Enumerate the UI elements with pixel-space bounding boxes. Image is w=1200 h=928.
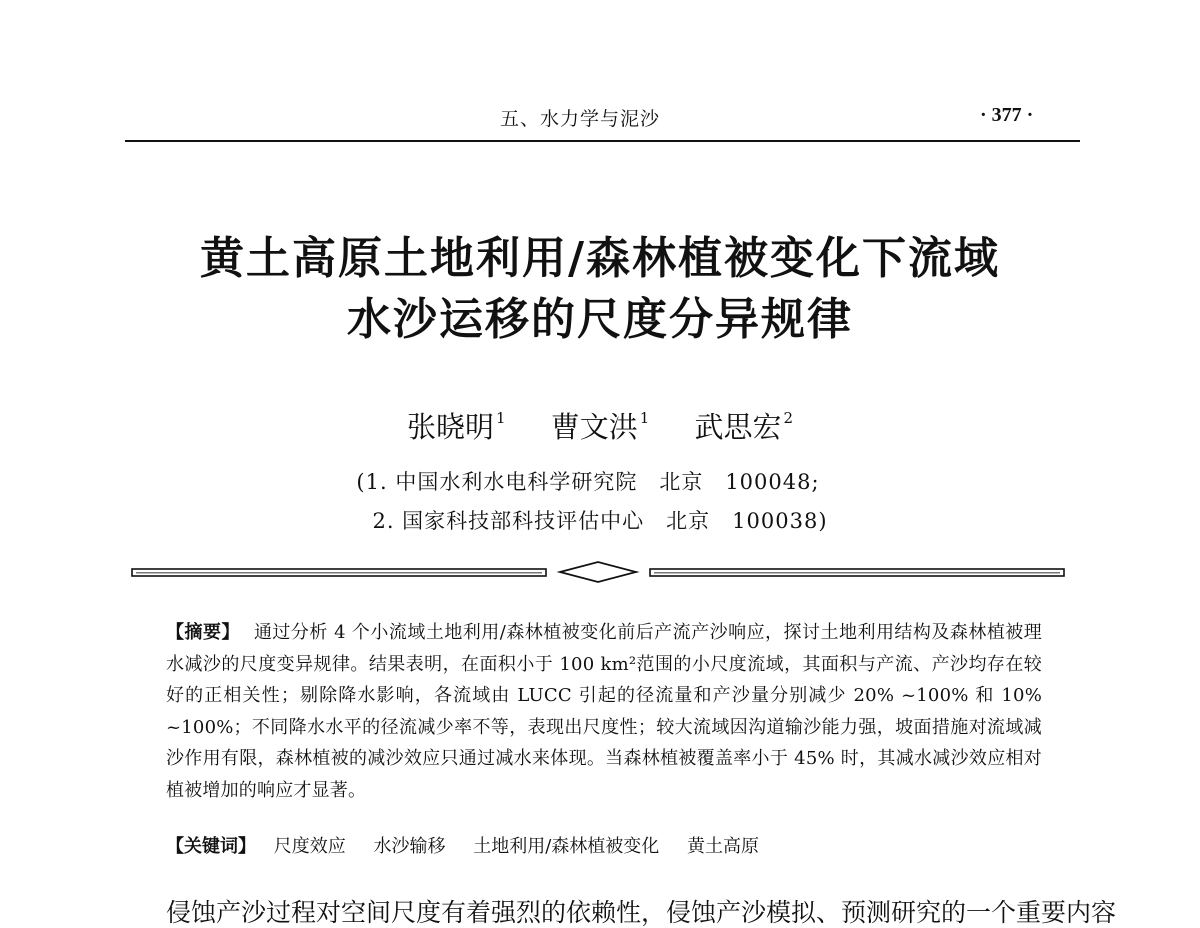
keywords (166, 832, 1066, 858)
keyword-item: 尺度效应 (273, 836, 346, 857)
abstract-label: 【摘要】 (166, 622, 240, 643)
author-list (100, 405, 1100, 446)
author-2: 曹文洪 $^1$ (550, 409, 650, 444)
keyword-item: 黄土高原 (687, 836, 760, 857)
paper-title-line-1: 黄土高原土地利用/森林植被变化下流域 (199, 233, 1001, 284)
paper-title-line-2: 水沙运移的尺度分异规律 (347, 294, 853, 345)
header-rule (125, 140, 1080, 142)
affiliation-1: (1. 中国水利水电科学研究院 北京 100048; (356, 470, 820, 494)
abstract-text: 通过分析 4 个小流域土地利用/森林植被变化前后产流产沙响应，探讨土地利用结构及森林植被理水减沙的尺度变异规律。结果表明，在面积小于 100 km²范围的小尺度流域，其面积与产流、产沙均存在较好的正相关性；剔除降水影响，各流域由 LUCC 引起的径流量和产沙量分别减少 20% ~100% 和 10% ~100%；不同降水水平的径流减少率不等，表现出尺度性；较大流域因沟道输沙能力强，坡面措施对流域减沙作用有限，森林植被的减沙效应只通过减水来体现。当森林植被覆盖率小于 45% 时，其减水减沙效应相对植被增加的响应才显著。 (166, 622, 1042, 801)
body-first-line: 侵蚀产沙过程对空间尺度有着强烈的依赖性，侵蚀产沙模拟、预测研究的一个重要内容 (166, 898, 1117, 927)
keyword-item: 土地利用/森林植被变化 (473, 836, 660, 857)
decorative-separator (130, 557, 1070, 587)
affiliation-2: 2. 国家科技部科技评估中心 北京 100038) (372, 509, 828, 533)
keywords-label: 【关键词】 (166, 836, 256, 857)
running-header-section: 五、水力学与泥沙 (500, 108, 661, 130)
author-1: 张晓明 $^1$ (406, 409, 506, 444)
author-3: 武思宏 $^2$ (694, 409, 794, 444)
keyword-item: 水沙输移 (373, 836, 446, 857)
abstract (166, 617, 1042, 806)
page-number: · 377 · (980, 104, 1034, 126)
